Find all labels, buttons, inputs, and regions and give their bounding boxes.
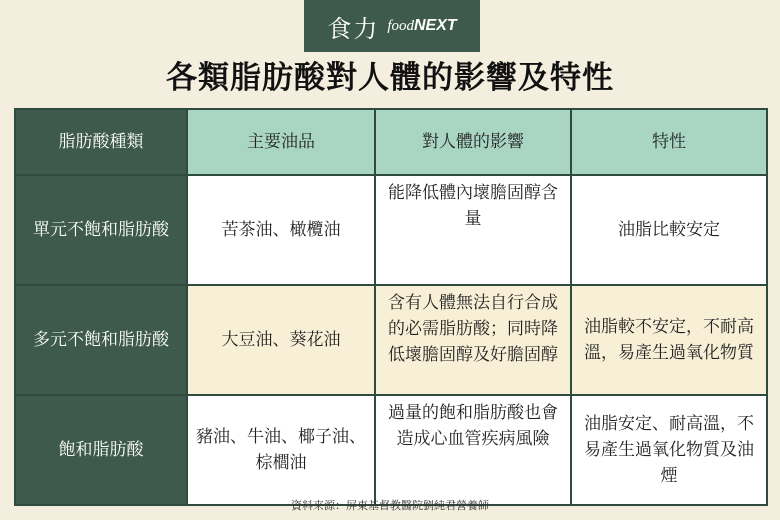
row-oils: 苦茶油、橄欖油: [187, 175, 375, 285]
header-main-oils: 主要油品: [187, 109, 375, 175]
table-header-row: [15, 109, 767, 175]
header-fatty-acid-type: 脂肪酸種類: [15, 109, 187, 175]
table-row: [15, 395, 767, 505]
row-oils: 大豆油、葵花油: [187, 285, 375, 395]
fatty-acid-table: [14, 108, 768, 506]
row-effect: 含有人體無法自行合成的必需脂肪酸；同時降低壞膽固醇及好膽固醇: [375, 285, 571, 395]
logo-chinese: 食力: [327, 14, 380, 43]
logo-english-prefix: food: [387, 18, 414, 34]
header-effect: 對人體的影響: [375, 109, 571, 175]
row-effect: 過量的飽和脂肪酸也會造成心血管疾病風險: [375, 395, 571, 505]
row-property: 油脂較不安定，不耐高溫，易產生過氧化物質: [571, 285, 767, 395]
row-oils: 豬油、牛油、椰子油、棕櫚油: [187, 395, 375, 505]
header-property: 特性: [571, 109, 767, 175]
row-type: 多元不飽和脂肪酸: [15, 285, 187, 395]
row-property: 油脂比較安定: [571, 175, 767, 285]
source-note: 資料來源：屏東基督教醫院劉純君營養師: [291, 499, 489, 512]
logo-english-suffix: NEXT: [414, 17, 457, 34]
row-effect: 能降低體內壞膽固醇含量: [375, 175, 571, 285]
row-type: 飽和脂肪酸: [15, 395, 187, 505]
table-row: [15, 175, 767, 285]
page-title: 各類脂肪酸對人體的影響及特性: [166, 60, 614, 96]
row-property: 油脂安定、耐高溫，不易產生過氧化物質及油煙: [571, 395, 767, 505]
table-row: [15, 285, 767, 395]
logo: [304, 0, 480, 52]
logo-english: [387, 17, 456, 35]
row-type: 單元不飽和脂肪酸: [15, 175, 187, 285]
